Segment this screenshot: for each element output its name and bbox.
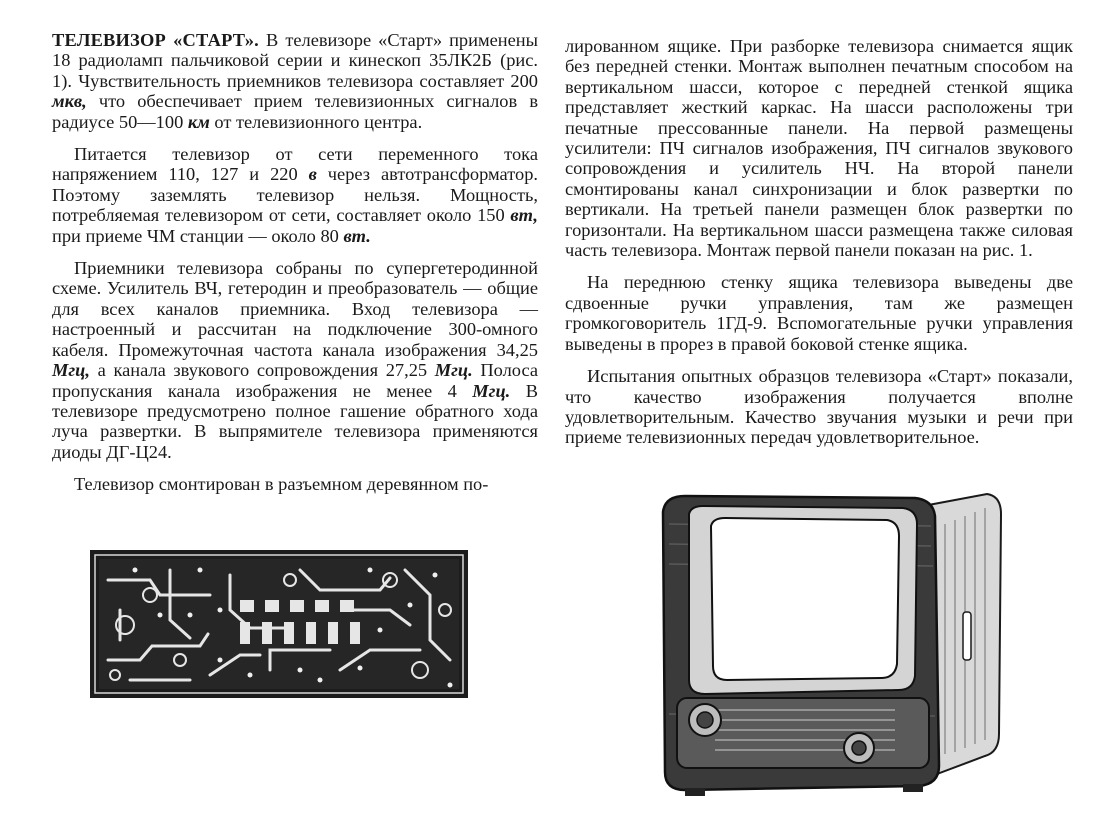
television-set-icon <box>655 484 1007 800</box>
paragraph-controls: На переднюю стенку ящика телевизора выведены две сдвоенные ручки управления, там же размещен громкоговоритель 1ГД-9. Вспомогательные ручки управления выведены в прорез в правой боковой стенке ящика. <box>565 272 1073 354</box>
paragraph-cabinet-start: Телевизор смонтирован в разъемном деревянном по- <box>74 474 489 495</box>
left-column <box>52 30 538 495</box>
paragraph-cabinet-cont: лированном ящике. При разборке телевизора снимается ящик без передней стенки. Монтаж выполнен печатным способом на вертикальном шасси, которое с передней стенкой ящика представляет жесткий каркас. На шасси расположены три печатные прессованные панели. На первой размещены усилители: ПЧ сигналов изображения, ПЧ сигналов звукового сопровождения и усилитель НЧ. На второй панели смонтированы канал синхронизации и блок развертки по вертикали. На третьей панели размещен блок развертки по горизонтали. На вертикальном шасси размещена также силовая часть телевизора. Монтаж первой панели показан на рис. 1. <box>565 36 1073 261</box>
printed-circuit-board-icon <box>90 550 468 698</box>
paragraph-power: Питается телевизор от сети переменного тока напряжением 110, 127 и 220 в через автотрансформатор. Поэтому заземлять телевизор нельзя. Мощность, потребляемая телевизором от сети, составляет около 150 вт, при приеме ЧМ станции — около 80 вт. <box>52 144 538 246</box>
article-title: ТЕЛЕВИЗОР «СТАРТ». <box>52 30 259 50</box>
paragraph-tests: Испытания опытных образцов телевизора «Старт» показали, что качество изображения получается вполне удовлетворительным. Качество звучания музыки и речи при приеме телевизионных передач удовлетворительное. <box>565 366 1073 448</box>
right-column <box>565 36 1073 460</box>
paragraph-intro: ТЕЛЕВИЗОР «СТАРТ». В телевизоре «Старт» применены 18 радиоламп пальчиковой серии и кинескоп 35ЛК2Б (рис. 1). Чувствительность приемников телевизора составляет 200 мкв, что обеспечивает прием телевизионных сигналов в радиусе 50—100 км от телевизионного центра. <box>52 30 538 132</box>
paragraph-receivers: Приемники телевизора собраны по супергетеродинной схеме. Усилитель ВЧ, гетеродин и преобразователь — общие для всех каналов приемника. Вход телевизора — настроенный и рассчитан на подключение 300-омного кабеля. Промежуточная частота канала изображения 34,25 Мгц, а канала звукового сопровождения 27,25 Мгц. Полоса пропускания канала изображения не менее 4 Мгц. В телевизоре предусмотрено полное гашение обратного хода луча развертки. В выпрямителе телевизора применяются диоды ДГ-Ц24. <box>52 258 539 462</box>
